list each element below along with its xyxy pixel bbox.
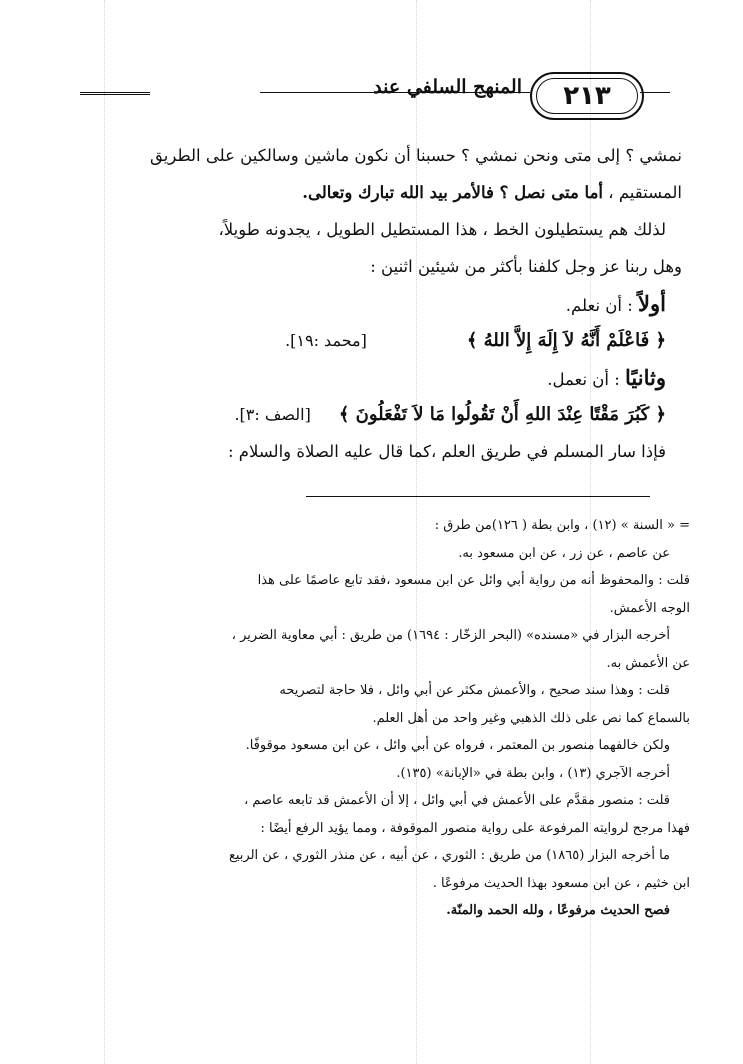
text-span-bold: أما متى نصل ؟ فالأمر بيد الله تبارك وتعالى.	[302, 183, 604, 202]
footnote-separator	[306, 496, 650, 497]
text-line: نمشي ؟ إلى متى ونحن نمشي ؟ حسبنا أن نكون ماشين وسالكين على الطريق	[150, 146, 682, 165]
footnote-line: = « السنة » (١٢) ، وابن بطة ( ١٢٦)من طرق :	[434, 518, 690, 533]
footnote-line: ولكن خالفهما منصور بن المعتمر ، فرواه عن أبي وائل ، عن ابن مسعود موقوفًا.	[245, 738, 670, 753]
page-header	[60, 62, 682, 132]
footnote-line: قلت : وهذا سند صحيح ، والأعمش مكثر عن أبي وائل ، فلا حاجة لتصريحه	[279, 683, 670, 698]
text-line	[60, 175, 682, 212]
running-title: المنهج السلفي عند	[373, 76, 522, 98]
footnote-line: عن الأعمش به.	[606, 655, 690, 671]
point-second	[60, 360, 682, 397]
footnote-line: قلت : منصور مقدَّم على الأعمش في أبي وائل ، إلا أن الأعمش قد تابعه عاصم ،	[244, 793, 670, 808]
page-number-text: ٢١٣	[563, 81, 611, 111]
footnote-line: الوجه الأعمش.	[609, 600, 690, 616]
point-first	[60, 286, 682, 323]
footnotes	[60, 512, 690, 925]
point-text: : أن نعلم.	[565, 296, 639, 315]
footnote-line: ابن خثيم ، عن ابن مسعود بهذا الحديث مرفوعًا .	[432, 875, 690, 891]
header-rule-left	[80, 92, 150, 95]
verse-line	[60, 397, 682, 434]
footnote-line: فصح الحديث مرفوعًا ، ولله الحمد والمنّة.	[446, 903, 670, 918]
page-number	[530, 72, 644, 120]
footnote-line: فهذا مرجح لروايته المرفوعة على رواية منصور الموقوفة ، ومما يؤيد الرفع أيضًا :	[260, 820, 690, 836]
footnote-line: قلت : والمحفوظ أنه من رواية أبي وائل عن ابن مسعود ،فقد تابع عاصمًا على هذا	[257, 573, 690, 588]
verse-reference: [الصف :٣].	[234, 405, 311, 424]
main-text	[60, 138, 682, 471]
text-line: وهل ربنا عز وجل كلفنا بأكثر من شيئين اثنين :	[370, 257, 682, 276]
quran-verse: ﴿ فَاعْلَمْ أَنَّهُ لاَ إِلَهَ إِلاَّ اللهُ ﴾	[466, 330, 666, 351]
point-text: : أن نعمل.	[547, 370, 626, 389]
header-rule-middle	[260, 92, 530, 93]
verse-line	[60, 323, 682, 360]
footnote-line: بالسماع كما نص على ذلك الذهبي وغير واحد من أهل العلم.	[372, 710, 690, 726]
footnote-line: أخرجه الآجري (١٣) ، وابن بطة في «الإبانة» (١٣٥).	[396, 765, 670, 781]
point-label: أولاً	[638, 291, 666, 316]
header-rule-right	[640, 92, 670, 93]
point-label: وثانيًا	[625, 365, 666, 390]
text-line: فإذا سار المسلم في طريق العلم ،كما قال عليه الصلاة والسلام :	[227, 442, 666, 461]
footnote-line: أخرجه البزار في «مسنده» (البحر الزخّار : ١٦٩٤) من طريق : أبي معاوية الضرير ،	[231, 628, 670, 643]
verse-reference: [محمد :١٩].	[285, 331, 367, 350]
text-line: لذلك هم يستطيلون الخط ، هذا المستطيل الطويل ، يجدونه طويلاً،	[218, 220, 666, 239]
footnote-line: عن عاصم ، عن زر ، عن ابن مسعود به.	[458, 545, 670, 561]
text-span: المستقيم ،	[603, 183, 682, 202]
footnote-line: ما أخرجه البزار (١٨٦٥) من طريق : الثوري ، عن أبيه ، عن منذر الثوري ، عن الربيع	[228, 848, 670, 863]
quran-verse: ﴿ كَبُرَ مَقْتًا عِنْدَ اللهِ أَنْ تَقُولُوا مَا لاَ تَفْعَلُونَ ﴾	[338, 404, 666, 425]
